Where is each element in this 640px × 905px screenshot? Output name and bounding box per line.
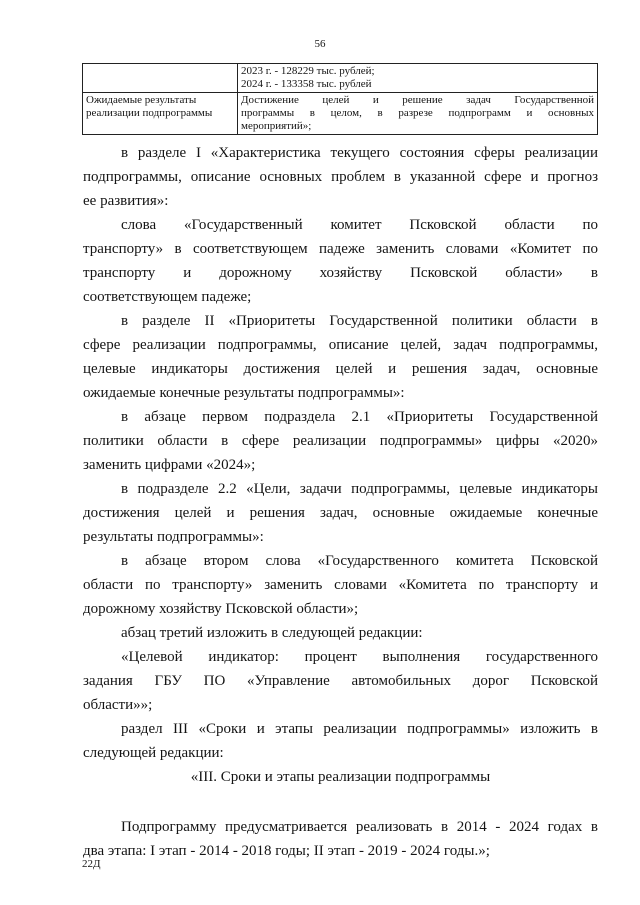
paragraph-line: результаты подпрограммы»:	[83, 529, 264, 545]
results-line: мероприятий»;	[241, 120, 312, 132]
paragraph-line: следующей редакции:	[83, 745, 224, 761]
paragraph-line: два этапа: I этап - 2014 - 2018 годы; II этап - 2019 - 2024 годы.»;	[83, 843, 490, 859]
table-row	[83, 64, 598, 93]
paragraph-line: в абзаце втором слова «Государственного комитета Псковской	[121, 553, 598, 569]
paragraph-line: достижения целей и решения задач, основные ожидаемые конечные	[83, 505, 598, 521]
financing-line: 2023 г. - 128229 тыс. рублей;	[241, 65, 375, 77]
paragraph-line: целевые индикаторы достижения целей и решения задач, основные	[83, 361, 598, 377]
paragraph	[83, 309, 598, 405]
table-cell-financing	[238, 64, 598, 93]
table-cell-empty	[83, 64, 238, 93]
financing-line: 2024 г. - 133358 тыс. рублей	[241, 78, 372, 90]
paragraph-line: транспорту и дорожному хозяйству Псковской области» в	[83, 265, 598, 281]
subprogram-passport-table	[82, 63, 598, 135]
paragraph-line: в разделе I «Характеристика текущего состояния сферы реализации	[121, 145, 598, 161]
paragraph-line: подпрограммы, описание основных проблем в указанной сфере и прогноз	[83, 169, 598, 185]
paragraph	[83, 549, 598, 621]
page-number: 56	[314, 38, 326, 50]
label-line: Ожидаемые результаты	[86, 94, 197, 106]
document-body	[83, 141, 598, 863]
paragraph-line: транспорту» в соответствующем падеже заменить словами «Комитет по	[83, 241, 598, 257]
spacer	[83, 789, 598, 815]
table-cell-results	[238, 93, 598, 135]
paragraph-line: Подпрограмму предусматривается реализовать в 2014 - 2024 годах в	[121, 819, 598, 835]
paragraph	[83, 717, 598, 765]
paragraph-line: ожидаемые конечные результаты подпрограммы»:	[83, 385, 405, 401]
paragraph-line: области по транспорту» заменить словами «Комитета по транспорту и	[83, 577, 598, 593]
paragraph	[83, 645, 598, 717]
paragraph-line: заменить цифрами «2024»;	[83, 457, 256, 473]
paragraph-line: «Целевой индикатор: процент выполнения государственного	[121, 649, 598, 665]
paragraph-line: ее развития»:	[83, 193, 169, 209]
paragraph-line: дорожному хозяйству Псковской области»;	[83, 601, 359, 617]
paragraph-line: в подразделе 2.2 «Цели, задачи подпрограммы, целевые индикаторы	[121, 481, 598, 497]
paragraph-line: в разделе II «Приоритеты Государственной политики области в	[121, 313, 598, 329]
paragraph-line: сфере реализации подпрограммы, описание целей, задач подпрограммы,	[83, 337, 598, 353]
section-heading: «III. Сроки и этапы реализации подпрограммы	[190, 769, 491, 785]
results-line: Достижение целей и решение задач Государственной	[241, 94, 594, 106]
table-cell-label	[83, 93, 238, 135]
results-line: программы в целом, в разрезе подпрограмм и основных	[241, 107, 594, 119]
label-line: реализации подпрограммы	[86, 107, 213, 119]
table-row	[83, 93, 598, 135]
paragraph-line: раздел III «Сроки и этапы реализации подпрограммы» изложить в	[121, 721, 598, 737]
paragraph	[83, 213, 598, 309]
paragraph	[83, 141, 598, 213]
paragraph	[83, 621, 598, 645]
paragraph-line: слова «Государственный комитет Псковской области по	[121, 217, 598, 233]
paragraph-line: задания ГБУ ПО «Управление автомобильных дорог Псковской	[83, 673, 598, 689]
paragraph	[83, 477, 598, 549]
paragraph-line: соответствующем падеже;	[83, 289, 252, 305]
paragraph-line: абзац третий изложить в следующей редакции:	[121, 625, 423, 641]
paragraph	[83, 405, 598, 477]
paragraph-line: политики области в сфере реализации подпрограммы» цифры «2020»	[83, 433, 598, 449]
footer-code: 22Д	[82, 858, 101, 870]
paragraph-line: в абзаце первом подраздела 2.1 «Приоритеты Государственной	[121, 409, 598, 425]
paragraph-line: области»»;	[83, 697, 153, 713]
paragraph	[83, 815, 598, 863]
